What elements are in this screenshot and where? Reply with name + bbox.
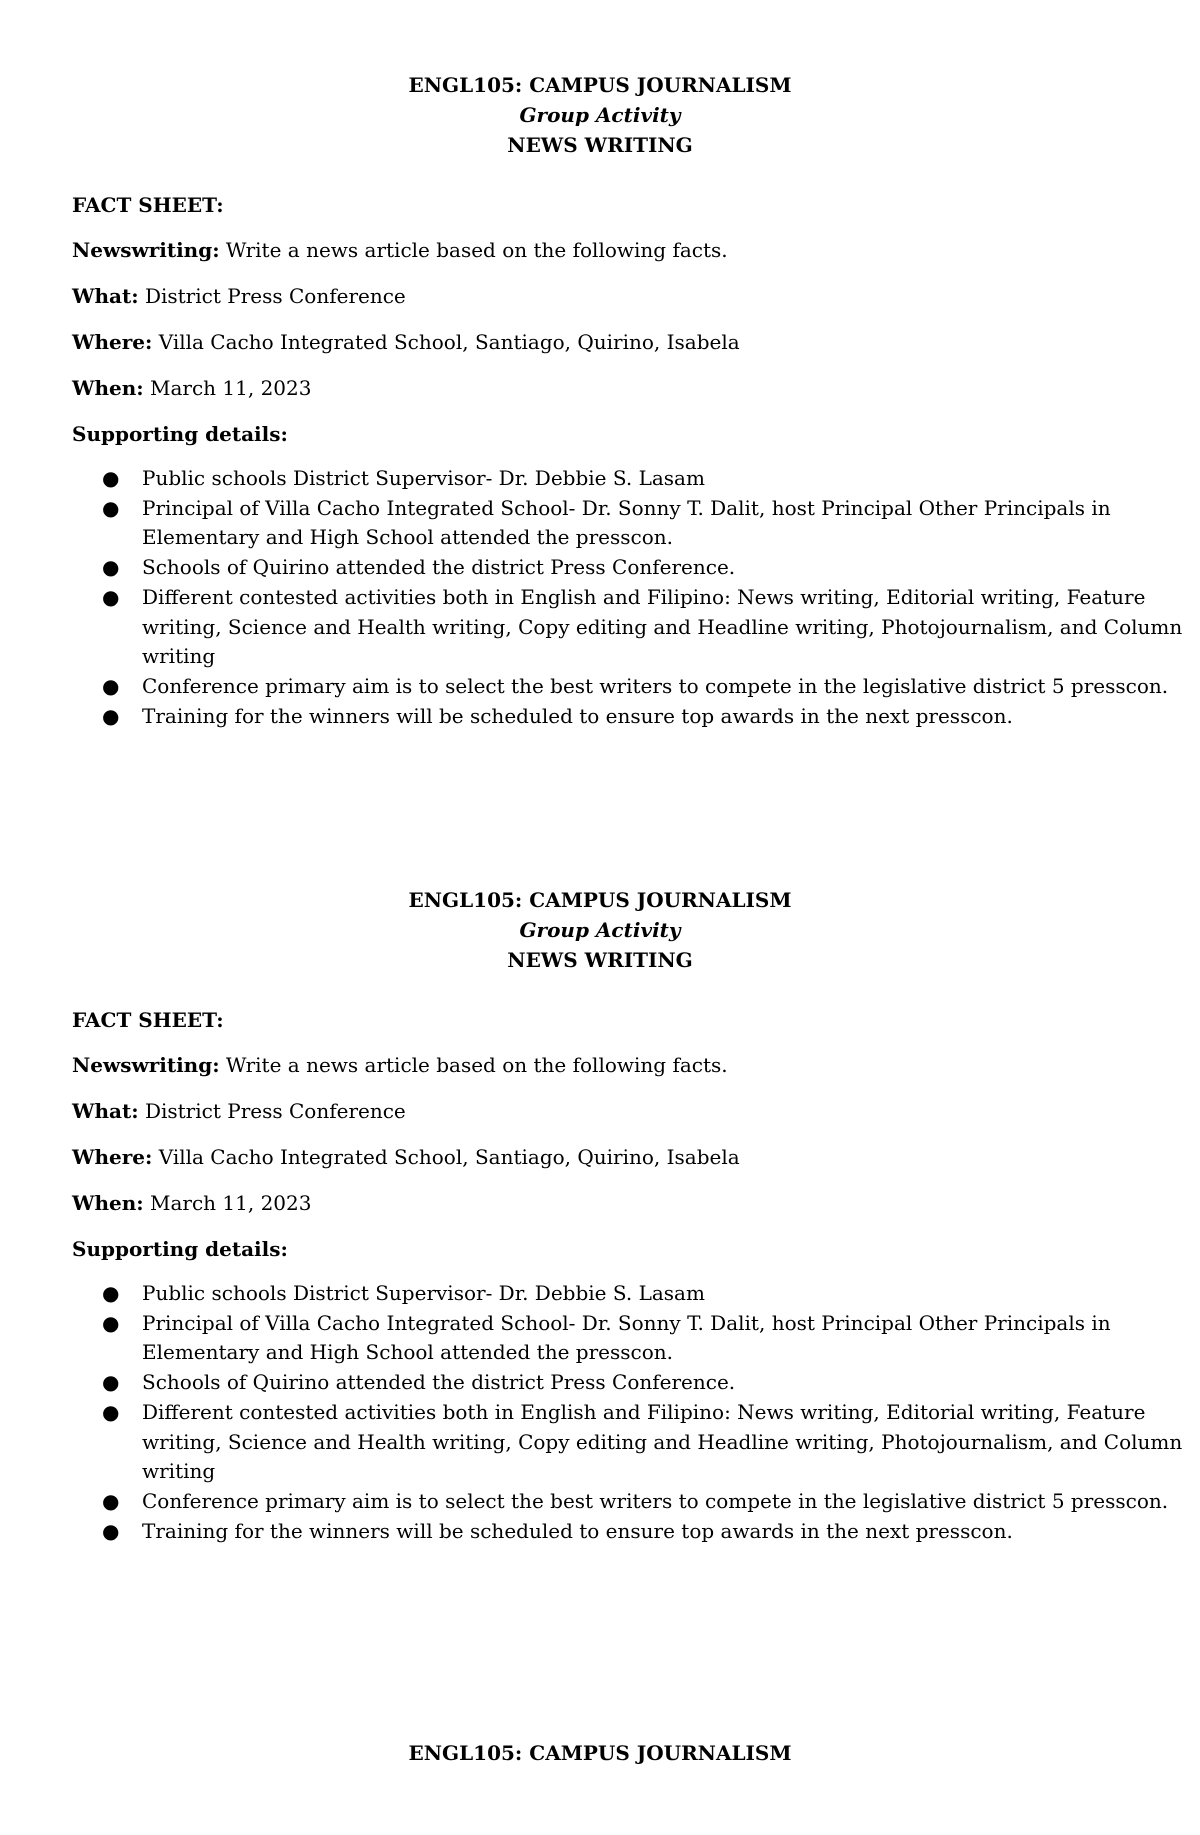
where-line xyxy=(72,327,1128,357)
newswriting-line xyxy=(72,1050,1128,1080)
supporting-details-list xyxy=(0,1279,1183,1546)
what-line xyxy=(72,281,1128,311)
list-item: ● Public schools District Supervisor- Dr. Debbie S. Lasam xyxy=(0,464,1200,494)
bullet-icon: ● xyxy=(102,673,120,698)
topic-title: NEWS WRITING xyxy=(507,948,693,972)
where-line xyxy=(72,1142,1128,1172)
list-item: ● Schools of Quirino attended the district Press Conference. xyxy=(0,553,1200,583)
course-title: ENGL105: CAMPUS JOURNALISM xyxy=(408,888,792,912)
bullet-icon: ● xyxy=(102,1518,120,1543)
newswriting-text: Write a news article based on the following facts. xyxy=(219,238,728,262)
bullet-icon: ● xyxy=(102,466,120,490)
newswriting-text: Write a news article based on the following facts. xyxy=(219,1053,728,1077)
list-item: ● Conference primary aim is to select the best writers to compete in the legislative district 5 presscon. xyxy=(0,1487,1200,1517)
where-label: Where: xyxy=(72,1145,153,1169)
activity-title: Group Activity xyxy=(519,918,681,942)
supporting-label: Supporting details: xyxy=(72,422,288,446)
fact-sheet-label: FACT SHEET: xyxy=(72,1008,224,1032)
bullet-icon: ● xyxy=(102,555,120,580)
fact-sheet-1 xyxy=(72,70,1183,731)
supporting-label: Supporting details: xyxy=(72,1237,288,1261)
when-text: March 11, 2023 xyxy=(143,1191,312,1215)
where-label: Where: xyxy=(72,330,153,354)
list-item: ● Training for the winners will be scheduled to ensure top awards in the next presscon. xyxy=(0,1517,1200,1547)
list-item: ● Training for the winners will be scheduled to ensure top awards in the next presscon. xyxy=(0,702,1200,732)
bullet-icon: ● xyxy=(102,1281,120,1305)
list-item: ● Different contested activities both in English and Filipino: News writing, Editorial writing, Feature writing, Science and Health writing, Copy editing and Headline writing, Photojournalism, and Column writing xyxy=(102,584,1183,669)
newswriting-label: Newswriting: xyxy=(72,1053,220,1077)
list-item: ● Schools of Quirino attended the district Press Conference. xyxy=(0,1368,1200,1398)
list-item: ● Conference primary aim is to select the best writers to compete in the legislative district 5 presscon. xyxy=(0,672,1200,702)
where-text: Villa Cacho Integrated School, Santiago, Quirino, Isabela xyxy=(152,1145,740,1169)
when-text: March 11, 2023 xyxy=(143,376,312,400)
when-label: When: xyxy=(72,1191,144,1215)
what-label: What: xyxy=(72,1099,139,1123)
newswriting-line xyxy=(72,235,1128,265)
when-label: When: xyxy=(72,376,144,400)
what-line xyxy=(72,1096,1128,1126)
bullet-icon: ● xyxy=(102,584,120,609)
what-text: District Press Conference xyxy=(138,1099,406,1123)
bullet-icon: ● xyxy=(102,1310,120,1335)
when-line xyxy=(72,1188,1128,1218)
fact-sheet-label: FACT SHEET: xyxy=(72,193,224,217)
list-item: ● Principal of Villa Cacho Integrated School- Dr. Sonny T. Dalit, host Principal Other Principals in Elementary and High School attended the presscon. xyxy=(102,1310,1111,1365)
supporting-details-list xyxy=(0,464,1183,731)
topic-title: NEWS WRITING xyxy=(507,133,693,157)
fact-sheet-2 xyxy=(72,885,1183,1546)
newswriting-label: Newswriting: xyxy=(72,238,220,262)
list-item: ● Different contested activities both in English and Filipino: News writing, Editorial writing, Feature writing, Science and Health writing, Copy editing and Headline writing, Photojournalism, and Column writing xyxy=(102,1399,1183,1484)
activity-title: Group Activity xyxy=(519,103,681,127)
list-item: ● Principal of Villa Cacho Integrated School- Dr. Sonny T. Dalit, host Principal Other Principals in Elementary and High School attended the presscon. xyxy=(102,495,1111,550)
bullet-icon: ● xyxy=(102,1370,120,1395)
trailing-course-title: ENGL105: CAMPUS JOURNALISM xyxy=(408,1741,792,1765)
bullet-icon: ● xyxy=(102,1399,120,1424)
course-title: ENGL105: CAMPUS JOURNALISM xyxy=(408,73,792,97)
list-item: ● Public schools District Supervisor- Dr. Debbie S. Lasam xyxy=(0,1279,1200,1309)
bullet-icon: ● xyxy=(102,703,120,728)
what-text: District Press Conference xyxy=(138,284,406,308)
what-label: What: xyxy=(72,284,139,308)
where-text: Villa Cacho Integrated School, Santiago, Quirino, Isabela xyxy=(152,330,740,354)
bullet-icon: ● xyxy=(102,495,120,520)
bullet-icon: ● xyxy=(102,1488,120,1513)
when-line xyxy=(72,373,1128,403)
